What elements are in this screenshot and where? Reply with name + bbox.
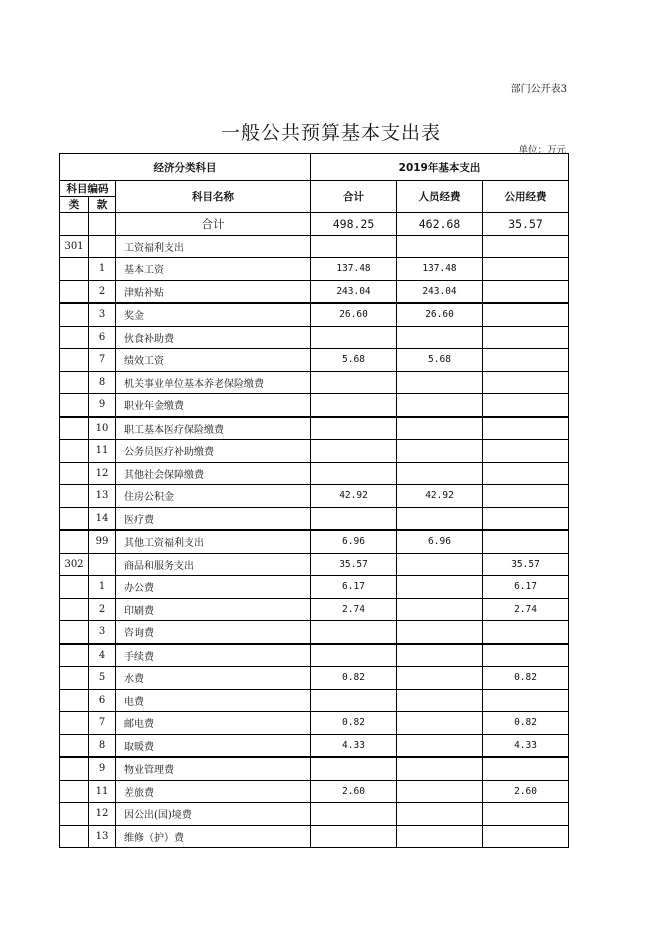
row-total: 137.48 xyxy=(311,258,397,281)
form-number: 部门公开表3 xyxy=(510,84,567,95)
row-lei xyxy=(60,417,89,440)
row-name: 绩效工资 xyxy=(116,349,311,372)
row-name: 其他社会保障缴费 xyxy=(116,462,311,485)
table-row xyxy=(60,712,569,735)
row-name: 职工基本医疗保险缴费 xyxy=(116,417,311,440)
row-lei xyxy=(60,530,89,553)
row-public xyxy=(483,394,569,417)
table-row xyxy=(60,462,569,485)
row-personnel xyxy=(397,712,483,735)
row-lei xyxy=(60,462,89,485)
row-kuan: 14 xyxy=(89,507,116,530)
header-row-1 xyxy=(60,154,569,181)
row-total: 42.92 xyxy=(311,485,397,508)
table-row xyxy=(60,667,569,690)
row-kuan xyxy=(89,553,116,576)
row-kuan: 3 xyxy=(89,621,116,644)
row-lei xyxy=(60,280,89,303)
row-public: 35.57 xyxy=(483,553,569,576)
row-total xyxy=(311,825,397,848)
row-name: 伙食补助费 xyxy=(116,326,311,349)
row-public xyxy=(483,621,569,644)
row-public xyxy=(483,485,569,508)
row-lei: 301 xyxy=(60,235,89,258)
row-total xyxy=(311,394,397,417)
row-public xyxy=(483,280,569,303)
row-lei xyxy=(60,780,89,803)
row-name: 公务员医疗补助缴费 xyxy=(116,440,311,463)
row-public: 2.60 xyxy=(483,780,569,803)
page-title: 一般公共预算基本支出表 xyxy=(220,122,441,144)
row-total: 243.04 xyxy=(311,280,397,303)
row-total: 4.33 xyxy=(311,734,397,757)
unit-label: 单位：万元 xyxy=(518,145,566,156)
row-lei xyxy=(60,303,89,326)
row-personnel xyxy=(397,462,483,485)
row-public: 6.17 xyxy=(483,576,569,599)
row-kuan: 7 xyxy=(89,349,116,372)
row-lei xyxy=(60,598,89,621)
row-name: 其他工资福利支出 xyxy=(116,530,311,553)
table-row xyxy=(60,371,569,394)
table-row xyxy=(60,258,569,281)
row-total: 35.57 xyxy=(311,553,397,576)
row-personnel xyxy=(397,621,483,644)
row-personnel xyxy=(397,644,483,667)
row-name: 差旅费 xyxy=(116,780,311,803)
row-public: 2.74 xyxy=(483,598,569,621)
row-kuan: 11 xyxy=(89,440,116,463)
row-total: 0.82 xyxy=(311,712,397,735)
row-public xyxy=(483,825,569,848)
table-row xyxy=(60,417,569,440)
row-personnel xyxy=(397,394,483,417)
total-personnel: 462.68 xyxy=(397,213,483,236)
row-personnel: 26.60 xyxy=(397,303,483,326)
total-kuan xyxy=(89,213,116,236)
row-total: 6.96 xyxy=(311,530,397,553)
row-name: 机关事业单位基本养老保险缴费 xyxy=(116,371,311,394)
row-personnel xyxy=(397,417,483,440)
total-row xyxy=(60,213,569,236)
row-lei xyxy=(60,757,89,780)
row-kuan: 13 xyxy=(89,485,116,508)
row-kuan: 13 xyxy=(89,825,116,848)
row-public: 0.82 xyxy=(483,712,569,735)
table-row xyxy=(60,598,569,621)
row-total xyxy=(311,462,397,485)
row-name: 奖金 xyxy=(116,303,311,326)
row-public: 4.33 xyxy=(483,734,569,757)
row-total: 0.82 xyxy=(311,667,397,690)
row-name: 维修（护）费 xyxy=(116,825,311,848)
row-lei xyxy=(60,440,89,463)
code-header: 科目编码 xyxy=(60,181,116,197)
table-row xyxy=(60,440,569,463)
table-row xyxy=(60,485,569,508)
row-total xyxy=(311,371,397,394)
row-lei xyxy=(60,326,89,349)
row-personnel xyxy=(397,507,483,530)
row-total: 26.60 xyxy=(311,303,397,326)
row-personnel xyxy=(397,689,483,712)
total-lei xyxy=(60,213,89,236)
row-total: 6.17 xyxy=(311,576,397,599)
table-row xyxy=(60,621,569,644)
row-name: 印刷费 xyxy=(116,598,311,621)
row-personnel xyxy=(397,780,483,803)
row-name: 工资福利支出 xyxy=(116,235,311,258)
table-row xyxy=(60,553,569,576)
row-personnel xyxy=(397,326,483,349)
row-lei xyxy=(60,394,89,417)
row-lei xyxy=(60,644,89,667)
lei-header: 类 xyxy=(60,197,89,213)
row-kuan: 2 xyxy=(89,280,116,303)
budget-table xyxy=(59,153,569,848)
row-lei: 302 xyxy=(60,553,89,576)
table-row xyxy=(60,235,569,258)
row-personnel xyxy=(397,235,483,258)
row-name: 取暖费 xyxy=(116,734,311,757)
row-kuan: 6 xyxy=(89,326,116,349)
row-total xyxy=(311,440,397,463)
row-name: 基本工资 xyxy=(116,258,311,281)
table-row xyxy=(60,644,569,667)
row-kuan: 3 xyxy=(89,303,116,326)
row-kuan: 2 xyxy=(89,598,116,621)
total-header: 合计 xyxy=(311,181,397,213)
row-personnel: 137.48 xyxy=(397,258,483,281)
row-personnel: 42.92 xyxy=(397,485,483,508)
row-name: 办公费 xyxy=(116,576,311,599)
table-row xyxy=(60,576,569,599)
table-row xyxy=(60,326,569,349)
row-kuan: 4 xyxy=(89,644,116,667)
row-public xyxy=(483,644,569,667)
table-row xyxy=(60,303,569,326)
row-kuan: 8 xyxy=(89,734,116,757)
row-kuan: 12 xyxy=(89,803,116,826)
row-public xyxy=(483,326,569,349)
row-lei xyxy=(60,689,89,712)
row-total xyxy=(311,235,397,258)
row-personnel: 6.96 xyxy=(397,530,483,553)
table-row xyxy=(60,734,569,757)
row-kuan: 9 xyxy=(89,757,116,780)
table-row xyxy=(60,280,569,303)
row-lei xyxy=(60,712,89,735)
row-name: 邮电费 xyxy=(116,712,311,735)
row-public xyxy=(483,507,569,530)
row-total xyxy=(311,803,397,826)
personnel-header: 人员经费 xyxy=(397,181,483,213)
row-public: 0.82 xyxy=(483,667,569,690)
row-lei xyxy=(60,371,89,394)
row-public xyxy=(483,440,569,463)
row-total xyxy=(311,621,397,644)
row-personnel xyxy=(397,803,483,826)
row-total xyxy=(311,417,397,440)
row-name: 电费 xyxy=(116,689,311,712)
row-lei xyxy=(60,258,89,281)
row-name: 职业年金缴费 xyxy=(116,394,311,417)
row-kuan: 5 xyxy=(89,667,116,690)
row-name: 物业管理费 xyxy=(116,757,311,780)
row-kuan xyxy=(89,235,116,258)
name-header: 科目名称 xyxy=(116,181,311,213)
row-lei xyxy=(60,576,89,599)
row-public xyxy=(483,417,569,440)
total-public: 35.57 xyxy=(483,213,569,236)
table-row xyxy=(60,825,569,848)
table-row xyxy=(60,780,569,803)
row-total xyxy=(311,326,397,349)
row-name: 商品和服务支出 xyxy=(116,553,311,576)
row-personnel xyxy=(397,667,483,690)
row-public xyxy=(483,757,569,780)
row-personnel xyxy=(397,440,483,463)
row-lei xyxy=(60,825,89,848)
public-header: 公用经费 xyxy=(483,181,569,213)
row-kuan: 7 xyxy=(89,712,116,735)
row-lei xyxy=(60,485,89,508)
row-public xyxy=(483,530,569,553)
table-row xyxy=(60,803,569,826)
row-name: 医疗费 xyxy=(116,507,311,530)
table-row xyxy=(60,530,569,553)
row-total xyxy=(311,757,397,780)
row-kuan: 6 xyxy=(89,689,116,712)
row-personnel xyxy=(397,825,483,848)
row-total xyxy=(311,507,397,530)
row-kuan: 9 xyxy=(89,394,116,417)
row-lei xyxy=(60,803,89,826)
row-personnel xyxy=(397,757,483,780)
row-lei xyxy=(60,507,89,530)
row-lei xyxy=(60,667,89,690)
row-public xyxy=(483,349,569,372)
row-kuan: 1 xyxy=(89,576,116,599)
row-total: 2.74 xyxy=(311,598,397,621)
row-name: 津贴补贴 xyxy=(116,280,311,303)
row-kuan: 12 xyxy=(89,462,116,485)
table-row xyxy=(60,689,569,712)
total-label: 合计 xyxy=(116,213,311,236)
table-row xyxy=(60,349,569,372)
row-name: 因公出(国)境费 xyxy=(116,803,311,826)
row-kuan: 11 xyxy=(89,780,116,803)
row-public xyxy=(483,258,569,281)
row-name: 住房公积金 xyxy=(116,485,311,508)
row-kuan: 8 xyxy=(89,371,116,394)
row-total xyxy=(311,644,397,667)
row-personnel xyxy=(397,371,483,394)
row-kuan: 1 xyxy=(89,258,116,281)
year-expense-header: 2019年基本支出 xyxy=(311,154,569,181)
header-row-2 xyxy=(60,181,569,197)
table-row xyxy=(60,507,569,530)
row-personnel: 5.68 xyxy=(397,349,483,372)
econ-class-header: 经济分类科目 xyxy=(60,154,311,181)
row-name: 手续费 xyxy=(116,644,311,667)
row-lei xyxy=(60,621,89,644)
row-public xyxy=(483,803,569,826)
row-lei xyxy=(60,349,89,372)
row-personnel xyxy=(397,553,483,576)
row-personnel xyxy=(397,576,483,599)
kuan-header: 款 xyxy=(89,197,116,213)
table-row xyxy=(60,394,569,417)
row-personnel: 243.04 xyxy=(397,280,483,303)
row-public xyxy=(483,235,569,258)
row-total xyxy=(311,689,397,712)
row-kuan: 10 xyxy=(89,417,116,440)
row-lei xyxy=(60,734,89,757)
row-kuan: 99 xyxy=(89,530,116,553)
total-amount: 498.25 xyxy=(311,213,397,236)
row-personnel xyxy=(397,598,483,621)
row-name: 水费 xyxy=(116,667,311,690)
row-total: 2.60 xyxy=(311,780,397,803)
row-name: 咨询费 xyxy=(116,621,311,644)
row-personnel xyxy=(397,734,483,757)
row-public xyxy=(483,689,569,712)
row-public xyxy=(483,371,569,394)
row-total: 5.68 xyxy=(311,349,397,372)
row-public xyxy=(483,462,569,485)
table-row xyxy=(60,757,569,780)
row-public xyxy=(483,303,569,326)
